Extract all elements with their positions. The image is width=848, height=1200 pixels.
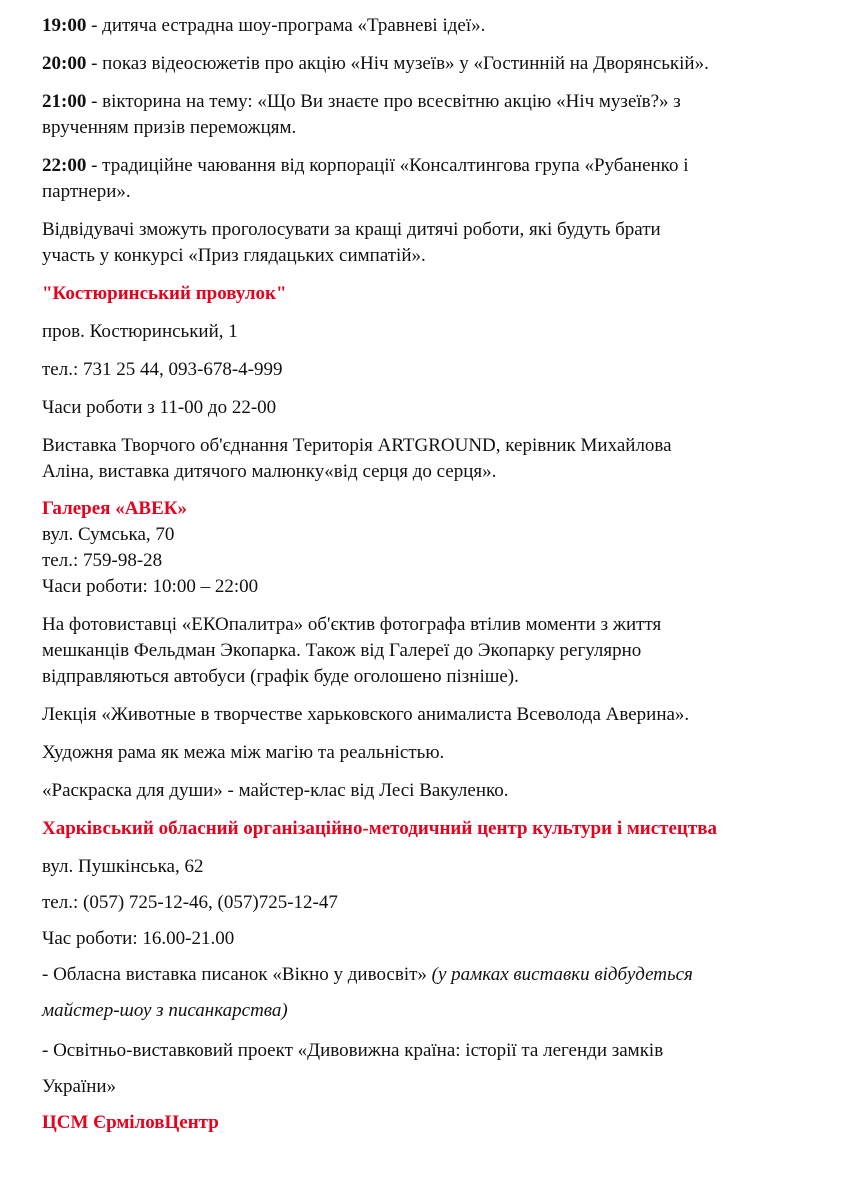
venue-description-line: Аліна, виставка дитячого малюнку«від серця до серця». — [42, 461, 497, 482]
schedule-item-22 — [42, 153, 688, 179]
schedule-time: 19:00 — [42, 15, 87, 36]
venue-description-line: На фотовиставці «ЕКОпалитра» об'єктив фотографа втілив моменти з життя — [42, 614, 662, 635]
venue-title-ermilov: ЦСМ ЄрміловЦентр — [42, 1112, 219, 1133]
schedule-time: 20:00 — [42, 53, 87, 74]
venue-phone: тел.: 759-98-28 — [42, 550, 163, 571]
exhibition-item-text: - Обласна виставка писанок «Вікно у дивосвіт» — [42, 964, 432, 985]
venue-lecture: Лекція «Животные в творчестве харьковского анималиста Всеволода Аверина». — [42, 704, 690, 725]
venue-frame-text: Художня рама як межа між магію та реальністью. — [42, 742, 445, 763]
venue-description-line: відправляються автобуси (графік буде оголошено пізніше). — [42, 666, 519, 687]
schedule-text: - показ відеосюжетів про акцію «Ніч музеїв» у «Гостинній на Дворянській». — [86, 53, 709, 74]
venue-hours: Час роботи: 16.00-21.00 — [42, 928, 235, 949]
venue-description-line: мешканців Фельдман Экопарка. Також від Галереї до Экопарку регулярно — [42, 640, 642, 661]
venue-hours: Часи роботи: 10:00 – 22:00 — [42, 576, 259, 597]
venue-title-avek: Галерея «АВЕК» — [42, 498, 188, 519]
schedule-text: - вікторина на тему: «Що Ви знаєте про всесвітню акцію «Ніч музеїв?» з — [86, 91, 681, 112]
schedule-text-cont: врученням призів переможцям. — [42, 117, 297, 138]
schedule-item-20 — [42, 51, 709, 77]
venue-masterclass: «Раскраска для души» - майстер-клас від Лесі Вакуленко. — [42, 780, 509, 801]
exhibition-item: - Освітньо-виставковий проект «Дивовижна країна: історії та легенди замків — [42, 1040, 664, 1061]
exhibition-item — [42, 962, 693, 988]
venue-title-center: Харківський обласний організаційно-методичний центр культури і мистецтва — [42, 818, 717, 839]
voting-text-line: Відвідувачі зможуть проголосувати за кращі дитячі роботи, які будуть брати — [42, 219, 661, 240]
exhibition-item-cont: України» — [42, 1076, 117, 1097]
voting-text-line: участь у конкурсі «Приз глядацьких симпатій». — [42, 245, 426, 266]
venue-phone: тел.: (057) 725-12-46, (057)725-12-47 — [42, 892, 338, 913]
schedule-item-21 — [42, 89, 681, 115]
venue-description-line: Виставка Творчого об'єднання Територія ARTGROUND, керівник Михайлова — [42, 435, 672, 456]
schedule-text: - традиційне чаювання від корпорації «Консалтингова група «Рубаненко і — [86, 155, 689, 176]
schedule-time: 21:00 — [42, 91, 87, 112]
venue-address: пров. Костюринський, 1 — [42, 321, 238, 342]
venue-address: вул. Сумська, 70 — [42, 524, 175, 545]
venue-phone: тел.: 731 25 44, 093-678-4-999 — [42, 359, 283, 380]
schedule-item-19 — [42, 13, 485, 39]
venue-hours: Часи роботи з 11-00 до 22-00 — [42, 397, 277, 418]
venue-title-kostiurynskyi: "Костюринський провулок" — [42, 283, 287, 304]
schedule-time: 22:00 — [42, 155, 87, 176]
schedule-text: - дитяча естрадна шоу-програма «Травневі ідеї». — [86, 15, 486, 36]
schedule-text-cont: партнери». — [42, 181, 131, 202]
exhibition-item-note-cont: майстер-шоу з писанкарства) — [42, 1000, 288, 1021]
venue-address: вул. Пушкінська, 62 — [42, 856, 204, 877]
exhibition-item-note: (у рамках виставки відбудеться — [431, 964, 693, 985]
